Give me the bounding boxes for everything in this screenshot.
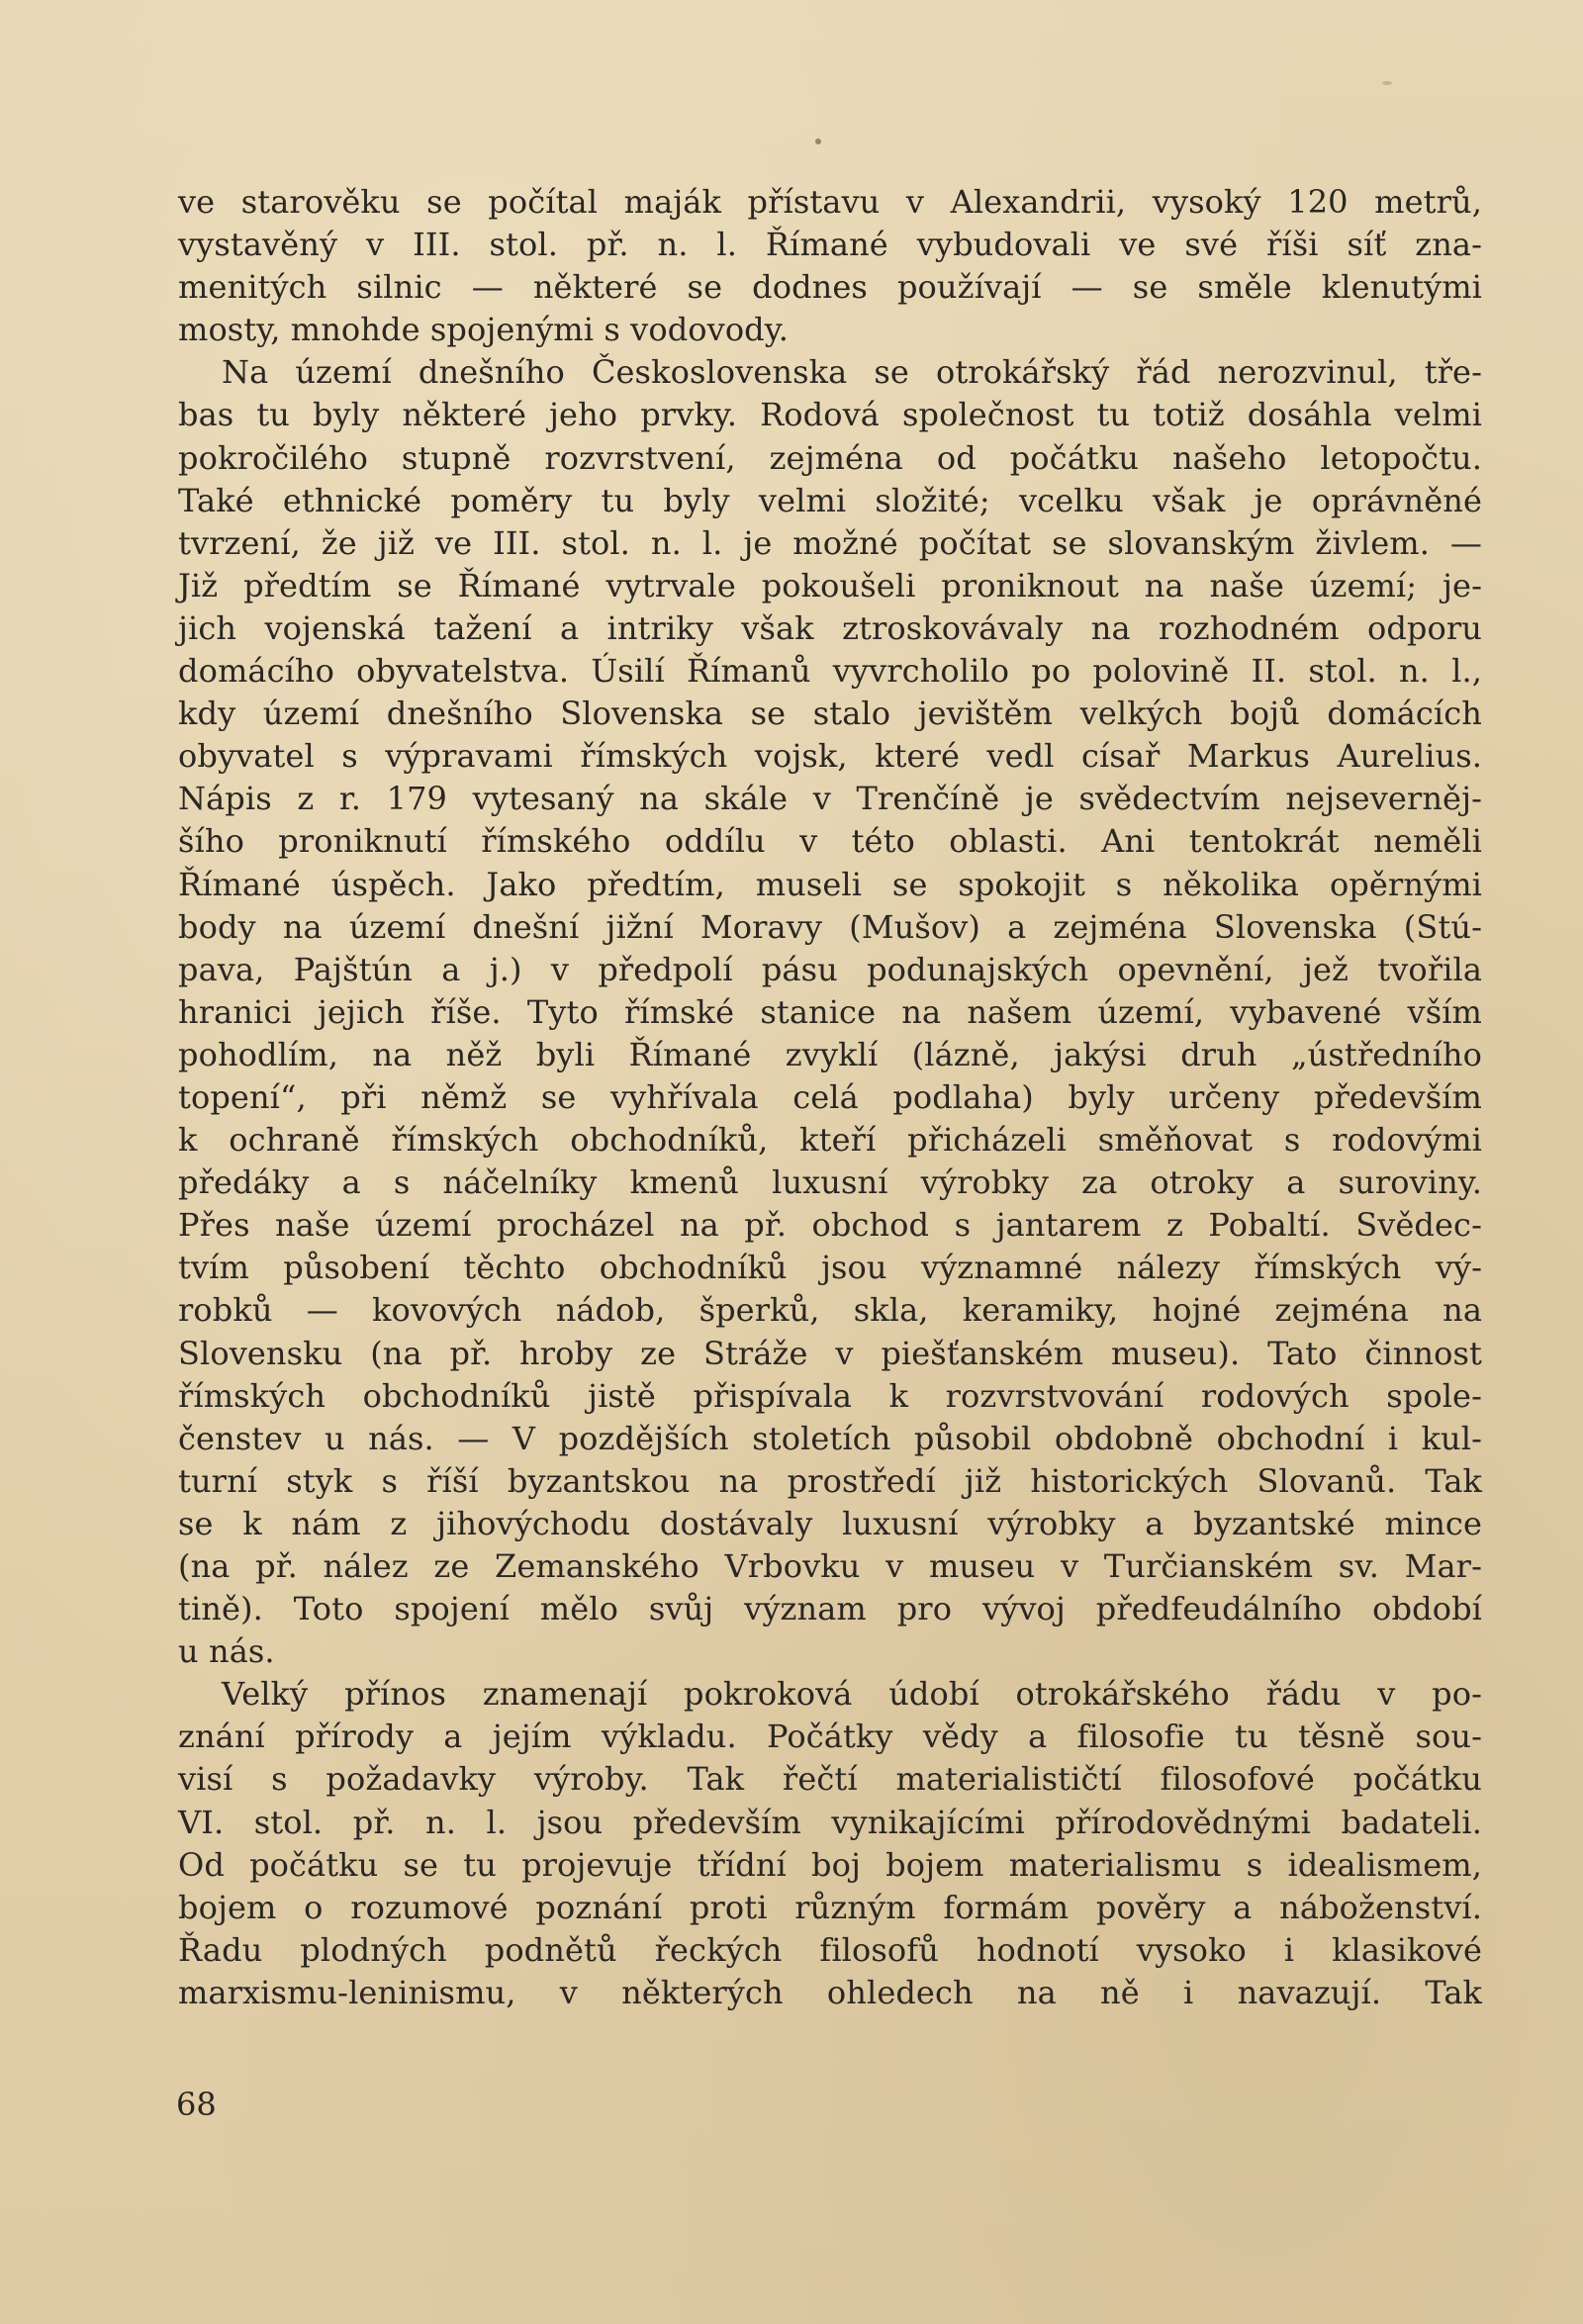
text-line: visí s požadavky výroby. Tak řečtí materialističtí filosofové počátku [178,1760,1482,1799]
text-line: Římané úspěch. Jako předtím, museli se spokojit s několika opěrnými [178,865,1482,903]
text-line: předáky a s náčelníky kmenů luxusní výrobky za otroky a suroviny. [178,1163,1482,1202]
text-line: pohodlím, na něž byli Římané zvyklí (lázně, jakýsi druh „ústředního [178,1035,1482,1073]
text-line: šího proniknutí římského oddílu v této oblasti. Ani tentokrát neměli [178,822,1482,861]
text-line: VI. stol. př. n. l. jsou především vynikajícími přírodovědnými badateli. [178,1803,1482,1841]
text-line: Nápis z r. 179 vytesaný na skále v Trenčíně je svědectvím nejseverněj- [178,780,1482,818]
text-line: body na území dnešní jižní Moravy (Mušov) a zejména Slovenska (Stú- [178,907,1482,946]
text-line: ve starověku se počítal maják přístavu v Alexandrii, vysoký 120 metrů, [178,183,1482,221]
text-line: bojem o rozumové poznání proti různým formám pověry a náboženství. [178,1888,1482,1926]
text-line: topení“, při němž se vyhřívala celá podlaha) byly určeny především [178,1077,1482,1116]
text-line: bas tu byly některé jeho prvky. Rodová společnost tu totiž dosáhla velmi [178,396,1482,434]
text-line: vystavěný v III. stol. př. n. l. Římané vybudovali ve své říši síť zna- [178,226,1482,264]
text-line: se k nám z jihovýchodu dostávaly luxusní výrobky a byzantské mince [178,1504,1482,1542]
text-line: Řadu plodných podnětů řeckých filosofů hodnotí vysoko i klasikové [178,1930,1482,1969]
text-line: pava, Pajštún a j.) v předpolí pásu podunajských opevnění, jež tvořila [178,950,1482,988]
text-line: k ochraně římských obchodníků, kteří přicházeli směňovat s rodovými [178,1121,1482,1160]
text-line: Velký přínos znamenají pokroková údobí otrokářského řádu v po- [222,1675,1482,1714]
text-line: Přes naše území procházel na př. obchod s jantarem z Pobaltí. Svědec- [178,1206,1482,1245]
text-line: menitých silnic — některé se dodnes používají — se směle klenutými [178,268,1482,307]
text-line: pokročilého stupně rozvrstvení, zejména od počátku našeho letopočtu. [178,438,1482,477]
text-line: jich vojenská tažení a intriky však ztroskovávaly na rozhodném odporu [178,608,1482,647]
text-line: tině). Toto spojení mělo svůj význam pro vývoj předfeudálního období [178,1590,1482,1628]
text-line: obyvatel s výpravami římských vojsk, které vedl císař Markus Aurelius. [178,737,1482,776]
text-line: znání přírody a jejím výkladu. Počátky vědy a filosofie tu těsně sou- [178,1718,1482,1756]
ink-speck [1382,81,1392,85]
text-line: hranici jejich říše. Tyto římské stanice na našem území, vybavené vším [178,992,1482,1031]
text-line: tvrzení, že již ve III. stol. n. l. je možné počítat se slovanským živlem. — [178,523,1482,562]
text-line: tvím působení těchto obchodníků jsou významné nálezy římských vý- [178,1249,1482,1287]
text-line: Slovensku (na př. hroby ze Stráže v piešťanském museu). Tato činnost [178,1334,1482,1372]
text-line: kdy území dnešního Slovenska se stalo jevištěm velkých bojů domácích [178,695,1482,733]
text-line: (na př. nález ze Zemanského Vrbovku v museu v Turčianském sv. Mar- [178,1547,1482,1585]
text-line: čenstev u nás. — V pozdějších stoletích působil obdobně obchodní i kul- [178,1419,1482,1457]
body-text [178,181,1482,2014]
text-line: římských obchodníků jistě přispívala k rozvrstvování rodových spole- [178,1376,1482,1415]
text-line: Také ethnické poměry tu byly velmi složité; vcelku však je oprávněné [178,481,1482,519]
page-number: 68 [176,2086,217,2123]
text-line: Na území dnešního Československa se otrokářský řád nerozvinul, tře- [222,353,1482,392]
text-line: Již předtím se Římané vytrvale pokoušeli proniknout na naše území; je- [178,566,1482,604]
text-line: Od počátku se tu projevuje třídní boj bojem materialismu s idealismem, [178,1845,1482,1884]
text-line: mosty, mnohde spojenými s vodovody. [178,311,789,349]
ink-speck [815,139,821,144]
text-line: marxismu-leninismu, v některých ohledech na ně i navazují. Tak [178,1973,1482,2011]
text-line: turní styk s říší byzantskou na prostředí již historických Slovanů. Tak [178,1461,1482,1500]
text-line: robků — kovových nádob, šperků, skla, keramiky, hojné zejména na [178,1291,1482,1330]
text-line: u nás. [178,1632,275,1671]
text-line: domácího obyvatelstva. Úsilí Římanů vyvrcholilo po polovině II. stol. n. l., [178,652,1482,691]
